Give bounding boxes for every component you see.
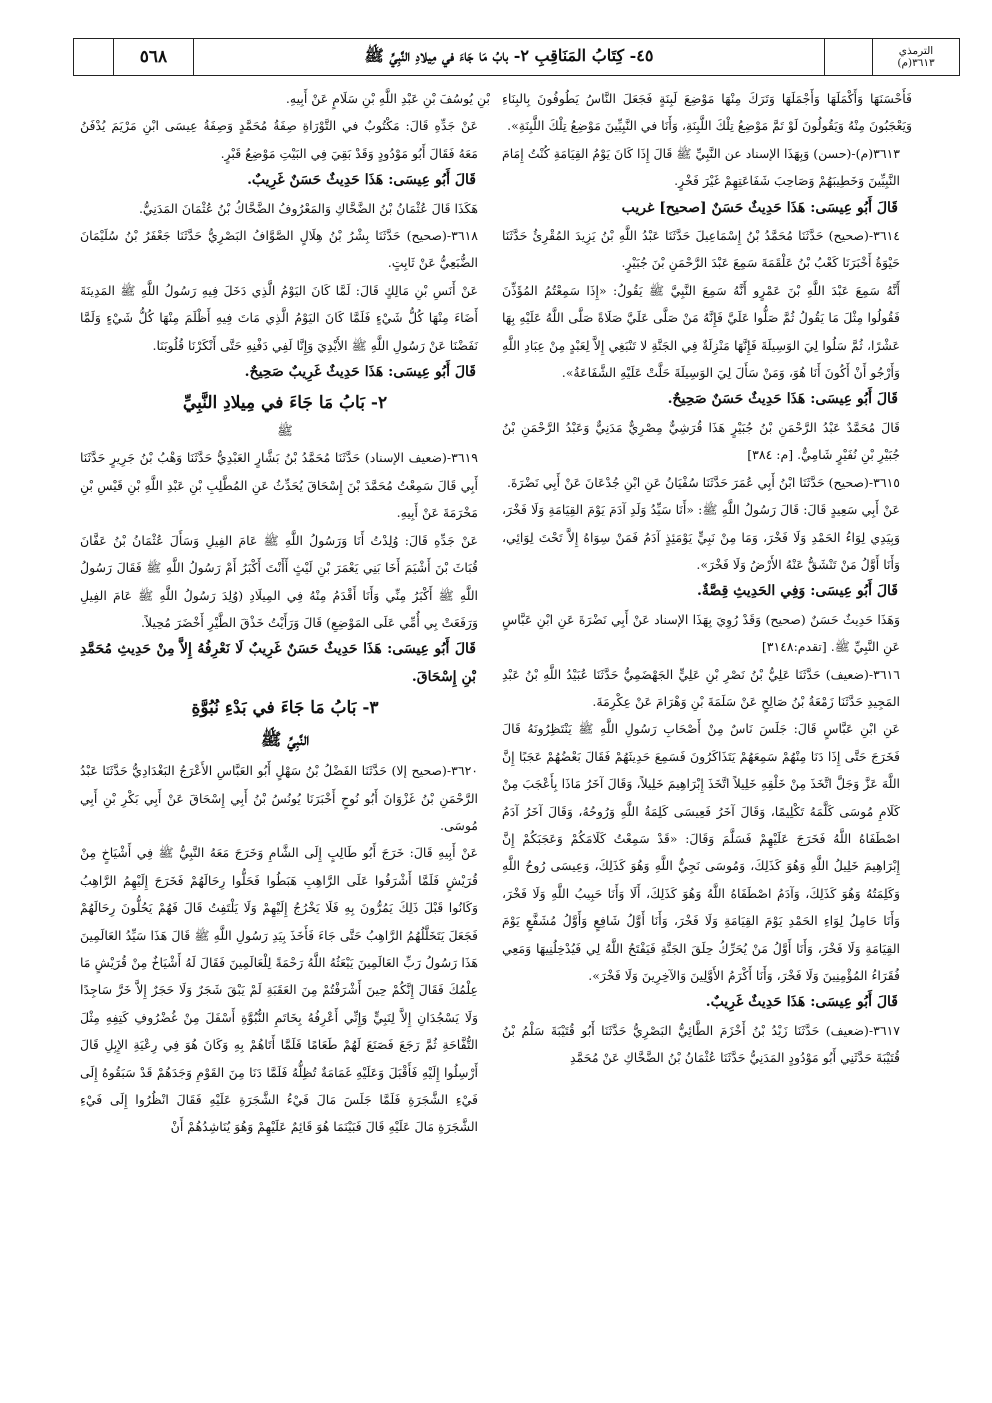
paragraph: قَالَ مُحَمَّدٌ عَبْدُ الرَّحْمَنِ بْنُ جُبَيْرٍ هَذَا قُرَشِيٌّ مِصْرِيٌّ مَدَنِيٌّ وَعَبْدُ الرَّحْمَنِ بْنُ جُبَيْرِ بْنِ نُفَيْرٍ شَامِيٌّ. [م: ٣٨٤] xyxy=(502,419,900,463)
paragraph: عَنْ أَبِي سَعِيدٍ قَالَ: قَالَ رَسُولُ اللَّهِ ﷺ: «أَنَا سَيِّدُ وَلَدِ آدَمَ يَوْمَ القِيَامَةِ وَلَا فَخْرَ، وَبِيَدِي لِوَاءُ الحَمْدِ وَلَا فَخْرَ، وَمَا مِنْ نَبِيٍّ يَوْمَئِذٍ آدَمُ فَمَنْ سِوَاهُ إِلاَّ تَحْتَ لِوَائِي، وَأَنَا أَوَّلُ مَنْ تَنْشَقُّ عَنْهُ الأَرْضُ وَلَا فَخْرَ». xyxy=(502,502,900,572)
paragraph: عَنِ ابْنِ عَبَّاسٍ قَالَ: جَلَسَ نَاسٌ مِنْ أَصْحَابِ رَسُولِ اللَّهِ ﷺ يَنْتَظِرُونَهُ قَالَ فَخَرَجَ حَتَّى إِذَا دَنَا مِنْهُمْ سَمِعَهُمْ يَتَذَاكَرُونَ فَسَمِعَ حَدِيثَهُمْ فَقَالَ بَعْضُهُمْ عَجَبًا إِنَّ اللَّهَ عَزَّ وَجَلَّ اتَّخَذَ مِنْ خَلْقِهِ خَلِيلاً اتَّخَذَ إِبْرَاهِيمَ خَلِيلاً، وَقَالَ آخَرُ مَاذَا بِأَعْجَبَ مِنْ كَلَامِ مُوسَى كَلَّمَهُ تَكْلِيمًا، وَقَالَ آخَرُ فَعِيسَى كَلِمَةُ اللَّهِ وَرُوحُهُ، وَقَالَ آخَرُ آدَمُ اصْطَفَاهُ اللَّهُ فَخَرَجَ عَلَيْهِمْ فَسَلَّمَ وَقَالَ: «قَدْ سَمِعْتُ كَلَامَكُمْ وَعَجَبَكُمْ إِنَّ إِبْرَاهِيمَ خَلِيلُ اللَّهِ وَهُوَ كَذَلِكَ، وَمُوسَى نَجِيُّ اللَّهِ وَهُوَ كَذَلِكَ، وَعِيسَى رُوحُ اللَّهِ وَكَلِمَتُهُ وَهُوَ كَذَلِكَ، وَآدَمُ اصْطَفَاهُ اللَّهُ وَهُوَ كَذَلِكَ، أَلَا وَأَنَا حَبِيبُ اللَّهِ وَلَا فَخْرَ، وَأَنَا حَامِلُ لِوَاءِ الحَمْدِ يَوْمَ القِيَامَةِ وَلَا فَخْرَ، وَأَنَا أَوَّلُ شَافِعٍ وَأَوَّلُ مُشَفَّعٍ يَوْمَ القِيَامَةِ وَلَا فَخْرَ، وَأَنَا أَوَّلُ مَنْ يُحَرِّكُ حِلَقَ الجَنَّةِ فَيَفْتَحُ اللَّهُ لِي فَيُدْخِلُنِيهَا وَمَعِي فُقَرَاءُ المُؤْمِنِينَ وَلَا فَخْرَ، وَأَنَا أَكْرَمُ الأَوَّلِينَ وَالآخِرِينَ وَلَا فَخْرَ». xyxy=(502,721,900,983)
salutation-glyph: ﷺ xyxy=(277,424,293,440)
paragraph: عَنْ جَدِّهِ قَالَ: مَكْتُوبٌ في التَّوْرَاةِ صِفَةُ مُحَمَّدٍ وَصِفَةُ عِيسَى ابْنِ مَرْيَمَ يُدْفَنُ مَعَهُ فَقَالَ أَبُو مَوْدُودٍ وَقَدْ بَقِيَ فِي البَيْتِ مَوْضِعُ قَبْرٍ. xyxy=(80,118,478,161)
left-column xyxy=(80,85,490,1375)
grading-note: قَالَ أَبُو عِيسَى: هَذَا حَدِيثٌ حَسَنٌ [صحيح] غريب xyxy=(621,199,898,216)
header-spacer-cell xyxy=(825,39,873,75)
right-column xyxy=(502,85,912,1375)
source-name: الترمذي xyxy=(898,45,934,57)
page-header xyxy=(73,38,960,76)
chapter-heading: ٢- بَابُ مَا جَاءَ في مِيلادِ النَّبِيِّ xyxy=(182,393,388,414)
paragraph: فَأَحْسَنَهَا وَأَكْمَلَهَا وَأَجْمَلَهَا وَتَرَكَ مِنْهَا مَوْضِعَ لَبِنَةٍ فَجَعَلَ النَّاسُ يَطُوفُونَ بِالبِنَاءِ وَيَعْجَبُونَ مِنْهُ وَيَقُولُونَ لَوْ تَمَّ مَوْضِعُ تِلْكَ اللَّبِنَةِ، وَأَنَا في النَّبِيِّينَ مَوْضِعُ تِلْكَ اللَّبِنَةِ». xyxy=(502,91,912,134)
hadith-3613m: ٣٦١٣(م)-(حسن) وَبِهَذَا الإسناد عن النَّبِيِّ ﷺ قَالَ إِذَا كَانَ يَوْمُ القِيَامَةِ كُنْتُ إِمَامَ النَّبِيِّينَ وَخَطِيبَهُمْ وَصَاحِبَ شَفَاعَتِهِمْ غَيْرَ فَخْرٍ. xyxy=(502,145,900,189)
header-empty-cell xyxy=(74,39,114,75)
page-number: ٥٦٨ xyxy=(114,39,194,75)
chapter-heading: ٣- بَابُ مَا جَاءَ في بَدْءِ نُبُوَّةِ xyxy=(191,698,379,719)
paragraph: عَنْ جَدِّهِ قَالَ: وُلِدْتُ أَنَا وَرَسُولُ اللَّهِ ﷺ عَامَ الفِيلِ وَسَأَلَ عُثْمَانُ بْنُ عَفَّانَ قُبَاثَ بْنَ أَشْيَمَ أَخَا بَنِي يَعْمَرَ بْنِ لَيْثٍ أَأَنْتَ أَكْبَرُ أَمْ رَسُولُ اللَّهِ ﷺ فَقَالَ رَسُولُ اللَّهِ ﷺ أَكْبَرُ مِنِّي وَأَنَا أَقْدَمُ مِنْهُ فِي المِيلَادِ (وُلِدَ رَسُولُ اللَّهِ ﷺ عَامَ الفِيلِ وَرَفَعَتْ بِي أُمِّي عَلَى المَوْضِعِ) قَالَ وَرَأَيْتُ خَذْقَ الطَّيْرِ أَخْضَرَ مُحِيلاً. xyxy=(80,532,478,630)
grading-note: قَالَ أَبُو عِيسَى: هَذَا حَدِيثٌ حَسَنٌ غَرِيبٌ. xyxy=(247,172,476,189)
grading-note: قَالَ أَبُو عِيسَى: هَذَا حَدِيثٌ غَرِيبٌ صَحِيحٌ. xyxy=(244,364,476,381)
hadith-3619: ٣٦١٩-(ضعيف الإسناد) حَدَّثَنَا مُحَمَّدُ بْنُ بَشَّارٍ العَبْدِيُّ حَدَّثَنَا وَهْبُ بْنُ جَرِيرٍ حَدَّثَنَا أَبِي قَالَ سَمِعْتُ مُحَمَّدَ بْنَ إِسْحَاقَ يُحَدِّثُ عَنِ المُطَّلِبِ بْنِ عَبْدِ اللَّهِ بْنِ قَيْسِ بْنِ مَخْرَمَةَ عَنْ أَبِيهِ. xyxy=(80,450,478,521)
grading-note: قَالَ أَبُو عِيسَى: هَذَا حَدِيثٌ حَسَنٌ غَرِيبٌ لَا نَعْرِفُهُ إِلاَّ مِنْ حَدِيثِ مُحَمَّدِ بْنِ إِسْحَاقَ. xyxy=(80,641,476,685)
paragraph: عَنْ أَبِيهِ قَالَ: خَرَجَ أَبُو طَالِبٍ إِلَى الشَّامِ وَخَرَجَ مَعَهُ النَّبِيُّ ﷺ فِي أَشْيَاخٍ مِنْ قُرَيْشٍ فَلَمَّا أَشْرَفُوا عَلَى الرَّاهِبِ هَبَطُوا فَحَلُّوا رِحَالَهُمْ فَخَرَجَ إِلَيْهِمُ الرَّاهِبُ وَكَانُوا قَبْلَ ذَلِكَ يَمُرُّونَ بِهِ فَلَا يَخْرُجُ إِلَيْهِمْ وَلَا يَلْتَفِتُ قَالَ فَهُمْ يَحُلُّونَ رِحَالَهُمْ فَجَعَلَ يَتَخَلَّلُهُمُ الرَّاهِبُ حَتَّى جَاءَ فَأَخَذَ بِيَدِ رَسُولِ اللَّهِ ﷺ قَالَ هَذَا سَيِّدُ العَالَمِينَ هَذَا رَسُولُ رَبِّ العَالَمِينَ يَبْعَثُهُ اللَّهُ رَحْمَةً لِلْعَالَمِينَ فَقَالَ لَهُ أَشْيَاخٌ مِنْ قُرَيْشٍ مَا عِلْمُكَ فَقَالَ إِنَّكُمْ حِينَ أَشْرَفْتُمْ مِنَ العَقَبَةِ لَمْ يَبْقَ شَجَرٌ وَلَا حَجَرٌ إِلاَّ خَرَّ سَاجِدًا وَلَا يَسْجُدَانِ إِلاَّ لِنَبِيٍّ وَإِنِّي أَعْرِفُهُ بِخَاتَمِ النُّبُوَّةِ أَسْفَلَ مِنْ غُضْرُوفِ كَتِفِهِ مِثْلَ التُّفَّاحَةِ ثُمَّ رَجَعَ فَصَنَعَ لَهُمْ طَعَامًا فَلَمَّا أَتَاهُمْ بِهِ وَكَانَ هُوَ فِي رِعْيَةِ الإِبِلِ قَالَ أَرْسِلُوا إِلَيْهِ فَأَقْبَلَ وَعَلَيْهِ غَمَامَةٌ تُظِلُّهُ فَلَمَّا دَنَا مِنَ القَوْمِ وَجَدَهُمْ قَدْ سَبَقُوهُ إِلَى فَيْءِ الشَّجَرَةِ فَلَمَّا جَلَسَ مَالَ فَيْءُ الشَّجَرَةِ عَلَيْهِ فَقَالَ انْظُرُوا إِلَى فَيْءِ الشَّجَرَةِ مَالَ عَلَيْهِ قَالَ فَبَيْنَمَا هُوَ قَائِمٌ عَلَيْهِمْ وَهُوَ يُنَاشِدُهُمْ أَنْ xyxy=(80,845,478,1135)
paragraph: بْنِ يُوسُفَ بْنِ عَبْدِ اللَّهِ بْنِ سَلَامٍ عَنْ أَبِيهِ. xyxy=(285,91,490,106)
hadith-3618: ٣٦١٨-(صحيح) حَدَّثَنَا بِشْرُ بْنُ هِلَالٍ الصَّوَّافُ البَصْرِيُّ حَدَّثَنَا جَعْفَرُ بْنُ سُلَيْمَانَ الضُّبَعِيُّ عَنْ ثَابِتٍ. xyxy=(80,228,478,271)
paragraph: هَكَذَا قَالَ عُثْمَانُ بْنُ الضَّحَّاكِ وَالمَعْرُوفُ الضَّحَّاكُ بْنُ عُثْمَانَ المَدَنِيُّ. xyxy=(138,200,478,216)
hadith-3617: ٣٦١٧-(ضعيف) حَدَّثَنَا زَيْدُ بْنُ أَخْزَمَ الطَّائِيُّ البَصْرِيُّ حَدَّثَنَا أَبُو قُتَيْبَةَ سَلْمُ بْنُ قُتَيْبَةَ حَدَّثَنِي أَبُو مَوْدُودٍ المَدَنِيُّ حَدَّثَنَا عُثْمَانُ بْنُ الضَّحَّاكِ عَنْ مُحَمَّدِ xyxy=(502,1022,900,1066)
paragraph: أَنَّهُ سَمِعَ عَبْدَ اللَّهِ بْنَ عَمْرٍو أَنَّهُ سَمِعَ النَّبِيَّ ﷺ يَقُولُ: «إِذَا سَمِعْتُمُ المُؤَذِّنَ فَقُولُوا مِثْلَ مَا يَقُولُ ثُمَّ صَلُّوا عَلَيَّ فَإِنَّهُ مَنْ صَلَّى عَلَيَّ صَلَاةً صَلَّى اللَّهُ عَلَيْهِ بِهَا عَشْرًا، ثُمَّ سَلُوا لِيَ الوَسِيلَةَ فَإِنَّهَا مَنْزِلَةٌ فِي الجَنَّةِ لا تَنْبَغِي إِلاَّ لِعَبْدٍ مِنْ عِبَادِ اللَّهِ وَأَرْجُو أَنْ أَكُونَ أَنَا هُوَ، وَمَنْ سَأَلَ لِيَ الوَسِيلَةَ حَلَّتْ عَلَيْهِ الشَّفَاعَةُ». xyxy=(502,282,900,381)
grading-note: قَالَ أَبُو عِيسَى: هَذَا حَدِيثٌ غَرِيبٌ. xyxy=(705,994,898,1011)
source-cell xyxy=(873,39,959,75)
paragraph: عَنْ أَنَسِ بْنِ مَالِكٍ قَالَ: لَمَّا كَانَ اليَوْمُ الَّذِي دَخَلَ فِيهِ رَسُولُ اللَّهِ ﷺ المَدِينَةَ أَضَاءَ مِنْهَا كُلُّ شَيْءٍ فَلَمَّا كَانَ اليَوْمُ الَّذِي مَاتَ فِيهِ أَظْلَمَ مِنْهَا كُلُّ شَيْءٍ وَلَمَّا نَفَضْنَا عَنْ رَسُولِ اللَّهِ ﷺ الأَيْدِيَ وَإِنَّا لَفِي دَفْنِهِ حَتَّى أَنْكَرْنَا قُلُوبَنَا. xyxy=(80,282,478,353)
grading-note: قَالَ أَبُو عِيسَى: وَفِي الحَدِيثِ قِصَّةٌ. xyxy=(697,583,898,600)
hadith-3614: ٣٦١٤-(صحيح) حَدَّثَنَا مُحَمَّدُ بْنُ إِسْمَاعِيلَ حَدَّثَنَا عَبْدُ اللَّهِ بْنُ يَزِيدَ المُقْرِئُ حَدَّثَنَا حَيْوَةُ أَخْبَرَنَا كَعْبُ بْنُ عَلْقَمَةَ سَمِعَ عَبْدَ الرَّحْمَنِ بْنَ جُبَيْرٍ. xyxy=(502,228,900,271)
grading-note: قَالَ أَبُو عِيسَى: هَذَا حَدِيثٌ حَسَنٌ صَحِيحٌ. xyxy=(667,391,898,408)
hadith-range: ٣٦١٣(م) xyxy=(897,57,935,69)
chapter-title: ٤٥- كِتَابُ المَنَاقِبِ ٢- بابُ مَا جَاءَ في مِيلادِ النَّبِيِّ ﷺ xyxy=(194,39,825,75)
hadith-3620: ٣٦٢٠-(صحيح إلا) حَدَّثَنَا الفَضْلُ بْنُ سَهْلٍ أَبُو العَبَّاسِ الأَعْرَجُ البَغْدَادِيُّ حَدَّثَنَا عَبْدُ الرَّحْمَنِ بْنُ غَزْوَانَ أَبُو نُوحٍ أَخْبَرَنَا يُونُسُ بْنُ أَبِي إِسْحَاقَ عَنْ أَبِي بَكْرِ بْنِ أَبِي مُوسَى. xyxy=(80,763,478,833)
hadith-3616: ٣٦١٦-(ضعيف) حَدَّثَنَا عَلِيُّ بْنُ نَصْرِ بْنِ عَلِيٍّ الجَهْضَمِيُّ حَدَّثَنَا عُبَيْدُ اللَّهِ بْنُ عَبْدِ المَجِيدِ حَدَّثَنَا زَمْعَةُ بْنُ صَالِحٍ عَنْ سَلَمَةَ بْنِ وَهْرَامَ عَنْ عِكْرِمَةَ. xyxy=(502,666,900,709)
paragraph: وَهَذَا حَدِيثٌ حَسَنٌ (صحيح) وَقَدْ رُوِيَ بِهَذَا الإسناد عَنْ أَبِي نَضْرَةَ عَنِ ابْنِ عَبَّاسٍ عَنِ النَّبِيِّ ﷺ. [تقدم:٣١٤٨] xyxy=(502,611,900,655)
chapter-heading-continuation: النَّبِيِّ ﷺ xyxy=(260,730,310,751)
hadith-3615: ٣٦١٥-(صحيح) حَدَّثَنَا ابْنُ أَبِي عُمَرَ حَدَّثَنَا سُفْيَانُ عَنِ ابْنِ جُدْعَانَ عَنْ أَبِي نَضْرَةَ. xyxy=(507,474,900,490)
